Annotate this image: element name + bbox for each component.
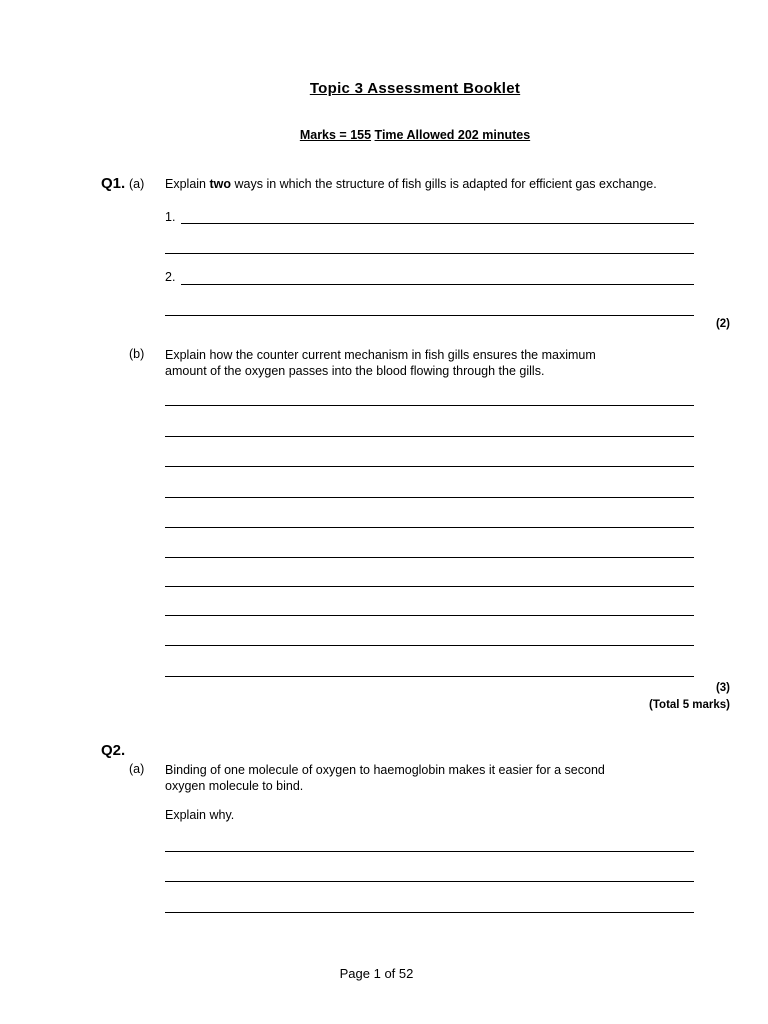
total-marks: Marks = 155 <box>299 128 372 142</box>
answer-line[interactable] <box>165 315 694 316</box>
prompt-line: oxygen molecule to bind. <box>165 779 304 793</box>
q1b-marks: (3) <box>715 682 730 694</box>
prompt-line: amount of the oxygen passes into the blood flowing through the gills. <box>165 364 545 378</box>
answer-line[interactable] <box>165 676 694 677</box>
question-1-number: Q1. <box>101 175 126 192</box>
q1-part-a-prompt <box>165 176 745 192</box>
q1-part-a-label: (a) <box>129 177 145 191</box>
answer-line[interactable] <box>165 881 694 882</box>
answer-line[interactable] <box>165 912 694 913</box>
prompt-line: Binding of one molecule of oxygen to haemoglobin makes it easier for a second <box>165 763 605 777</box>
q2-part-a-label: (a) <box>129 762 145 776</box>
prompt-emphasis: two <box>209 177 232 191</box>
answer-line[interactable] <box>165 615 694 616</box>
page-number: Page 1 of 52 <box>339 966 414 981</box>
answer-line[interactable] <box>165 645 694 646</box>
q1-total-marks: (Total 5 marks) <box>649 699 730 711</box>
prompt-line: Explain how the counter current mechanism in fish gills ensures the maximum <box>165 348 596 362</box>
answer-line[interactable] <box>181 223 694 224</box>
answer-line[interactable] <box>165 557 694 558</box>
question-2-number: Q2. <box>101 742 126 759</box>
q2-part-a-prompt <box>165 762 605 794</box>
q2-instruction: Explain why. <box>165 808 235 822</box>
answer-line[interactable] <box>165 527 694 528</box>
marks-time-line <box>0 128 768 142</box>
q1-part-b-prompt <box>165 347 596 379</box>
q1-part-b-label: (b) <box>129 347 145 361</box>
answer-line[interactable] <box>165 436 694 437</box>
time-allowed: Time Allowed 202 minutes <box>374 128 531 142</box>
answer-line[interactable] <box>165 466 694 467</box>
answer-line[interactable] <box>165 586 694 587</box>
answer-item-1-label: 1. <box>165 210 176 224</box>
prompt-text: ways in which the structure of fish gills is adapted for efficient gas exchange. <box>231 177 657 191</box>
prompt-text: Explain <box>165 177 210 191</box>
answer-line[interactable] <box>165 497 694 498</box>
answer-line[interactable] <box>181 284 694 285</box>
booklet-title: Topic 3 Assessment Booklet <box>309 80 521 97</box>
answer-line[interactable] <box>165 253 694 254</box>
answer-item-2-label: 2. <box>165 270 176 284</box>
answer-line[interactable] <box>165 851 694 852</box>
q1a-marks: (2) <box>715 318 730 330</box>
answer-line[interactable] <box>165 405 694 406</box>
